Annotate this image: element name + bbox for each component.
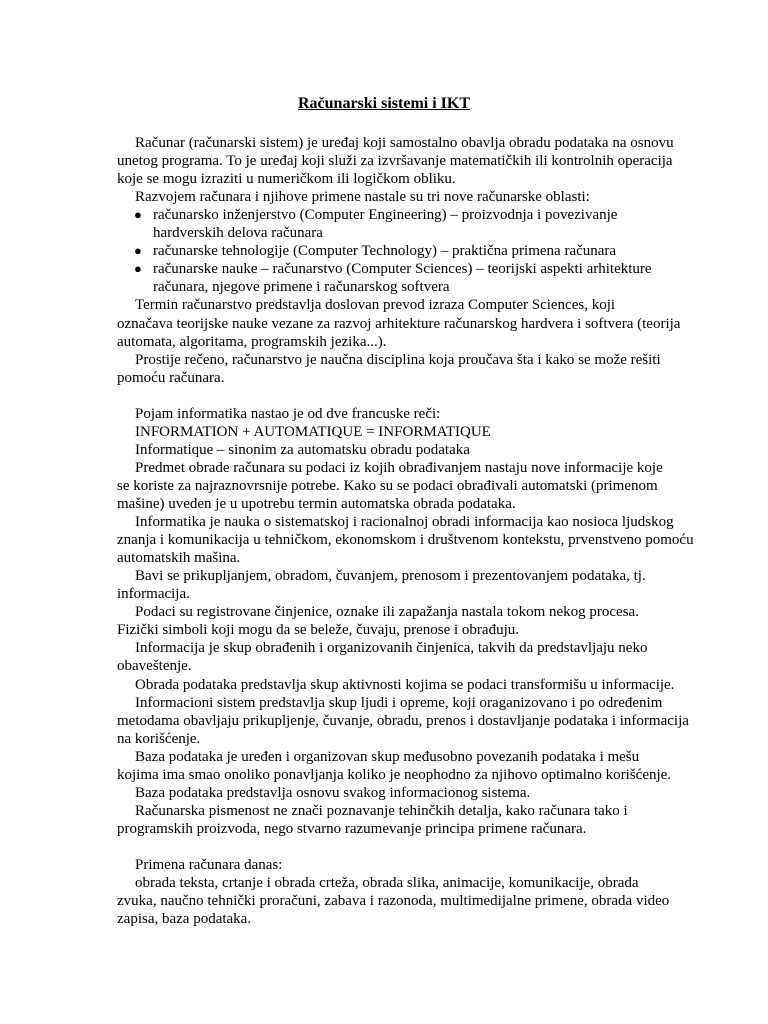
text-line: koje se mogu izraziti u numeričkom ili logičkom obliku. bbox=[117, 171, 456, 188]
text-line: se koriste za najraznovrsnije potrebe. Kako su se podaci obrađivali automatski (primenom bbox=[117, 477, 658, 494]
page-title: Računarski sistemi i IKT bbox=[297, 95, 470, 112]
text-line: zvuka, naučno tehnički proračuni, zabava i razonoda, multimedijalne primene, obrada video bbox=[117, 893, 670, 910]
text-line: Informacija je skup obrađenih i organizovanih činjenica, takvih da predstavljaju neko bbox=[135, 640, 648, 657]
bullet-item-text: računarske nauke – računarstvo (Computer Sciences) – teorijski aspekti arhitekture bbox=[153, 261, 652, 278]
text-line: Predmet obrade računara su podaci iz kojih obrađivanjem nastaju nove informacije koje bbox=[135, 459, 663, 476]
text-line: metodama obavljaju prikupljenje, čuvanje, obradu, prenos i dostavljanje podataka i informacija bbox=[117, 712, 689, 729]
bullet-item-text: računarsko inženjerstvo (Computer Engineering) – proizvodnja i povezivanje bbox=[153, 207, 618, 224]
text-line: Računar (računarski sistem) je uređaj koji samostalno obavlja obradu podataka na osnovu bbox=[135, 135, 674, 151]
text-line: Razvojem računara i njihove primene nastale su tri nove računarske oblasti: bbox=[135, 189, 590, 206]
text-line: Informatika je nauka o sistematskoj i racionalnoj obradi informacija kao nosioca ljudskog bbox=[135, 514, 674, 531]
bullet-icon: ● bbox=[134, 243, 142, 259]
text-line: hardverskih delova računara bbox=[153, 225, 323, 242]
text-line: označava teorijske nauke vezane za razvoj arhitekture računarskog hardvera i softvera (teorija bbox=[117, 315, 681, 332]
text-line: Pojam informatika nastao je od dve francuske reči: bbox=[135, 405, 441, 422]
text-line: obaveštenje. bbox=[117, 658, 192, 675]
text-line: kojima ima smao onoliko ponavljanja koliko je neophodno za njihovo optimalno korišćenje. bbox=[117, 766, 672, 783]
text-line: Podaci su registrovane činjenice, oznake ili zapažanja nastala tokom nekog procesa. bbox=[135, 604, 639, 621]
bullet-item-text: računarske tehnologije (Computer Technology) – praktična primena računara bbox=[153, 243, 617, 260]
text-line: zapisa, baza podataka. bbox=[117, 911, 252, 928]
text-line: programskih proizvoda, nego stvarno razumevanje principa primene računara. bbox=[117, 820, 587, 837]
text-line: Bavi se prikupljanjem, obradom, čuvanjem, prenosom i prezentovanjem podataka, tj. bbox=[135, 568, 646, 585]
text-line: Baza podataka je uređen i organizovan skup međusobno povezanih podataka i mešu bbox=[135, 748, 640, 765]
text-line: Računarska pismenost ne znači poznavanje tehinčkih detalja, kako računara tako i bbox=[135, 802, 628, 819]
text-line: Informatique – sinonim za automatsku obradu podataka bbox=[135, 441, 470, 458]
text-line: mašine) uveden je u upotrebu termin automatska obrada podataka. bbox=[117, 496, 516, 512]
text-line: znanja i komunikacija u tehničkom, ekonomskom i društvenom kontekstu, prvenstveno pomoću bbox=[117, 532, 694, 549]
text-line: automatskih mašina. bbox=[117, 550, 241, 567]
text-line: Fizički simboli koji mogu da se beleže, čuvaju, prenose i obrađuju. bbox=[117, 622, 519, 639]
text-line: Obrada podataka predstavlja skup aktivnosti kojima se podaci transformišu u informacije. bbox=[135, 676, 675, 693]
text-line: unetog programa. To je uređaj koji služi za izvršavanje matematičkih ili kontrolnih operacija bbox=[117, 153, 673, 170]
text-line: Primena računara danas: bbox=[135, 857, 283, 873]
text-line: Prostije rečeno, računarstvo je naučna disciplina koja proučava šta i kako se može rešiti bbox=[135, 351, 661, 368]
text-line: automata, algoritama, programskih jezika...). bbox=[117, 333, 387, 350]
text-line: računara, njegove primene i računarskog softvera bbox=[153, 279, 450, 296]
text-line: Baza podataka predstavlja osnovu svakog informacionog sistema. bbox=[135, 784, 531, 801]
text-line: pomoću računara. bbox=[117, 369, 225, 386]
text-line: Informacioni sistem predstavlja skup ljudi i opreme, koji oraganizovano i po određenim bbox=[135, 694, 663, 711]
bullet-icon: ● bbox=[134, 261, 142, 277]
text-line: INFORMATION + AUTOMATIQUE = INFORMATIQUE bbox=[135, 423, 491, 440]
text-line: Termin računarstvo predstavlja doslovan prevod izraza Computer Sciences, koji bbox=[135, 297, 616, 314]
text-line: informacija. bbox=[117, 586, 190, 603]
text-line: na korišćenje. bbox=[117, 730, 201, 747]
text-line: obrada teksta, crtanje i obrada crteža, obrada slika, animacije, komunikacije, obrada bbox=[135, 875, 639, 892]
bullet-icon: ● bbox=[134, 207, 142, 223]
